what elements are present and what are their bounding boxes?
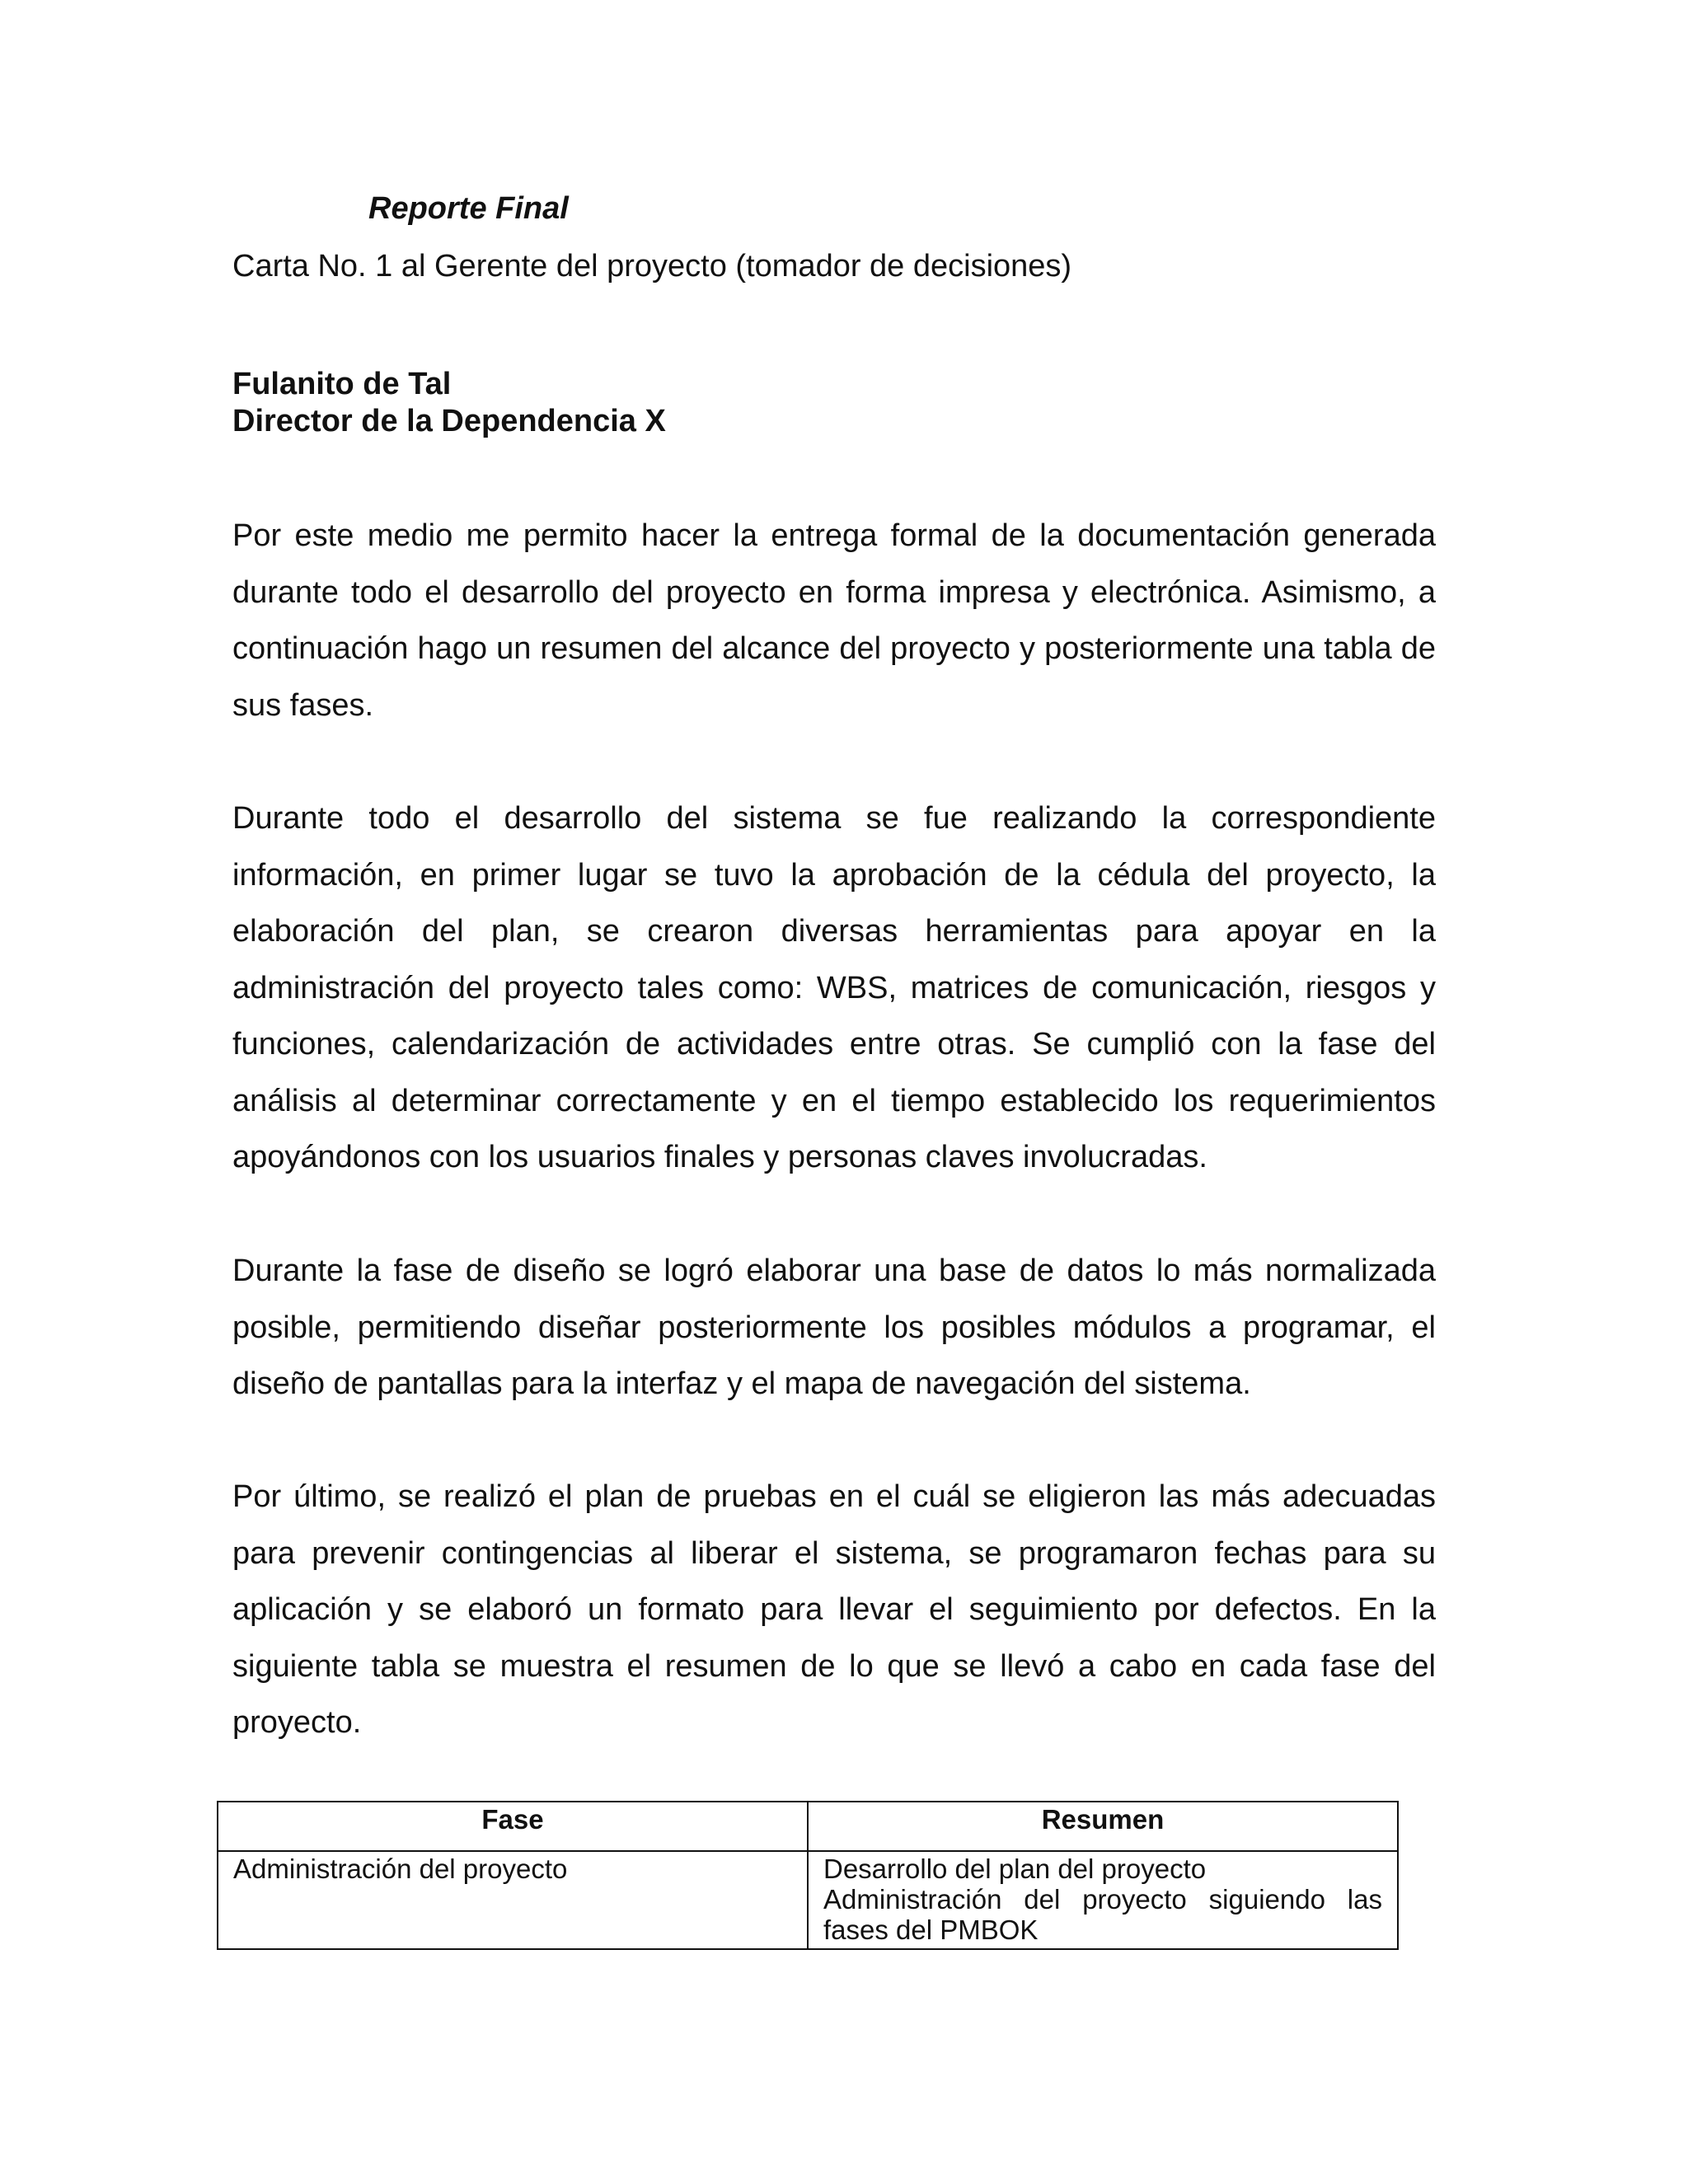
paragraph-development: Durante todo el desarrollo del sistema se fue realizando la correspondiente información, en primer lugar se tuvo la aprobación de la cédula del proyecto, la elaboración del plan, se crearon diversas herramientas para apoyar en la administración del proyecto tales como: WBS, matrices de comunicación, riesgos y funciones, calendarización de actividades entre otras. Se cumplió con la fase del análisis al determinar correctamente y en el tiempo establecido los requerimientos apoyándonos con los usuarios finales y personas claves involucradas.	[232, 801, 1436, 1174]
cell-resumen	[808, 1851, 1398, 1949]
table-row	[218, 1851, 1398, 1949]
phases-table	[217, 1801, 1399, 1950]
cell-fase: Administración del proyecto	[218, 1851, 808, 1949]
resumen-line-1: Desarrollo del plan del proyecto	[823, 1854, 1207, 1884]
paragraph-design: Durante la fase de diseño se logró elaborar una base de datos lo más normalizada posible, permitiendo diseñar posteriormente los posibles módulos a programar, el diseño de pantallas para la interfaz y el mapa de navegación del sistema.	[232, 1254, 1436, 1401]
recipient-block	[232, 366, 666, 440]
header-fase: Fase	[218, 1802, 808, 1851]
report-title: Reporte Final	[368, 191, 569, 226]
recipient-position: Director de la Dependencia X	[232, 404, 666, 438]
paragraph-testing: Por último, se realizó el plan de pruebas en el cuál se eligieron las más adecuadas para prevenir contingencias al liberar el sistema, se programaron fechas para su aplicación y se elaboró un formato para llevar el seguimiento por defectos. En la siguiente tabla se muestra el resumen de lo que se llevó a cabo en cada fase del proyecto.	[232, 1479, 1436, 1740]
letter-subtitle: Carta No. 1 al Gerente del proyecto (tomador de decisiones)	[232, 249, 1072, 284]
header-resumen: Resumen	[808, 1802, 1398, 1851]
resumen-line-2: Administración del proyecto siguiendo las fases del PMBOK	[823, 1884, 1382, 1945]
table-header-row	[218, 1802, 1398, 1851]
recipient-name: Fulanito de Tal	[232, 367, 452, 401]
paragraph-delivery: Por este medio me permito hacer la entrega formal de la documentación generada durante todo el desarrollo del proyecto en forma impresa y electrónica. Asimismo, a continuación hago un resumen del alcance del proyecto y posteriormente una tabla de sus fases.	[232, 518, 1436, 723]
